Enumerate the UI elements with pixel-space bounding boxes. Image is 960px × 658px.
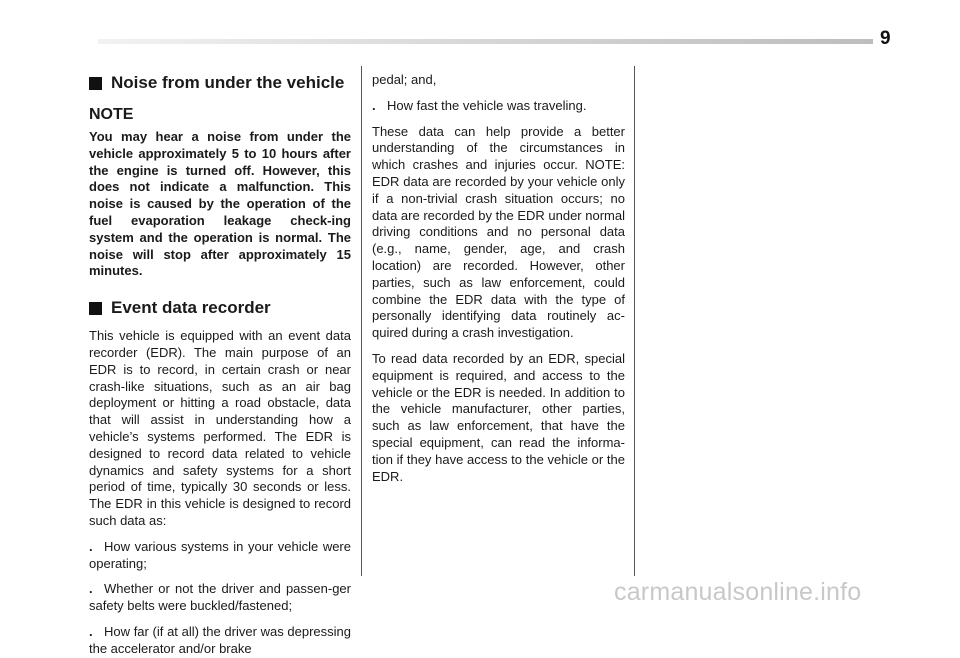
section-heading-text: Event data recorder <box>111 298 271 318</box>
header-rule <box>98 39 873 44</box>
column-divider-left <box>361 66 362 576</box>
section-square-icon <box>89 77 102 90</box>
bullet-icon: . <box>89 623 93 639</box>
list-item: . How far (if at all) the driver was depressing the accelerator and/or brake <box>89 623 351 656</box>
continued-text: pedal; and, <box>372 72 437 87</box>
section-square-icon <box>89 302 102 315</box>
section-heading-noise <box>89 72 351 94</box>
note-title: NOTE <box>89 106 134 123</box>
edr-data-paragraph: These data can help provide a better understanding of the circumstances in which crashes and injuries occur. NOTE: EDR data are recorded by your vehicle only if a non-trivial crash situation occurs; no data are recorded by the EDR under normal driving conditions and no personal data (e.g., name, gender, age, and crash location) are recorded. However, other parties, such as law enforcement, could combine the EDR data with the type of personally identifying data routinely ac-quired during a crash investigation. <box>372 123 625 341</box>
middle-column <box>372 72 625 485</box>
section-heading-text: Noise from under the vehicle <box>111 73 345 92</box>
list-item: . How fast the vehicle was traveling. <box>372 97 587 113</box>
list-item: . How various systems in your vehicle were operating; <box>89 538 351 571</box>
bullet-icon: . <box>372 97 376 113</box>
list-item: . Whether or not the driver and passen-ger safety belts were buckled/fastened; <box>89 581 351 614</box>
watermark: carmanualsonline.info <box>614 578 862 606</box>
section-heading-edr <box>89 297 351 319</box>
bullet-icon: . <box>89 581 93 597</box>
note-body: You may hear a noise from under the vehicle approximately 5 to 10 hours after the engine is turned off. However, this does not indicate a malfunction. This noise is caused by the operation of the fuel evaporation leakage check-ing system and the operation is normal. The noise will stop after approximately 15 minutes. <box>89 129 351 279</box>
column-divider-right <box>634 66 635 576</box>
bullet-icon: . <box>89 538 93 554</box>
page-number: 9 <box>880 28 891 49</box>
edr-access-paragraph: To read data recorded by an EDR, special equipment is required, and access to the vehicle or the EDR is needed. In addition to the vehicle manufacturer, other parties, such as law enforcement, that have the special equipment, can read the informa-tion if they have access to the vehicle or the EDR. <box>372 350 625 484</box>
edr-paragraph: This vehicle is equipped with an event data recorder (EDR). The main purpose of an EDR is to record, in certain crash or near crash-like situations, such as an air bag deployment or hitting a road obstacle, data that will assist in understanding how a vehicle’s systems performed. The EDR is designed to record data related to vehicle dynamics and safety systems for a short period of time, typically 30 seconds or less. The EDR in this vehicle is designed to record such data as: <box>89 328 351 528</box>
left-column <box>89 72 351 658</box>
